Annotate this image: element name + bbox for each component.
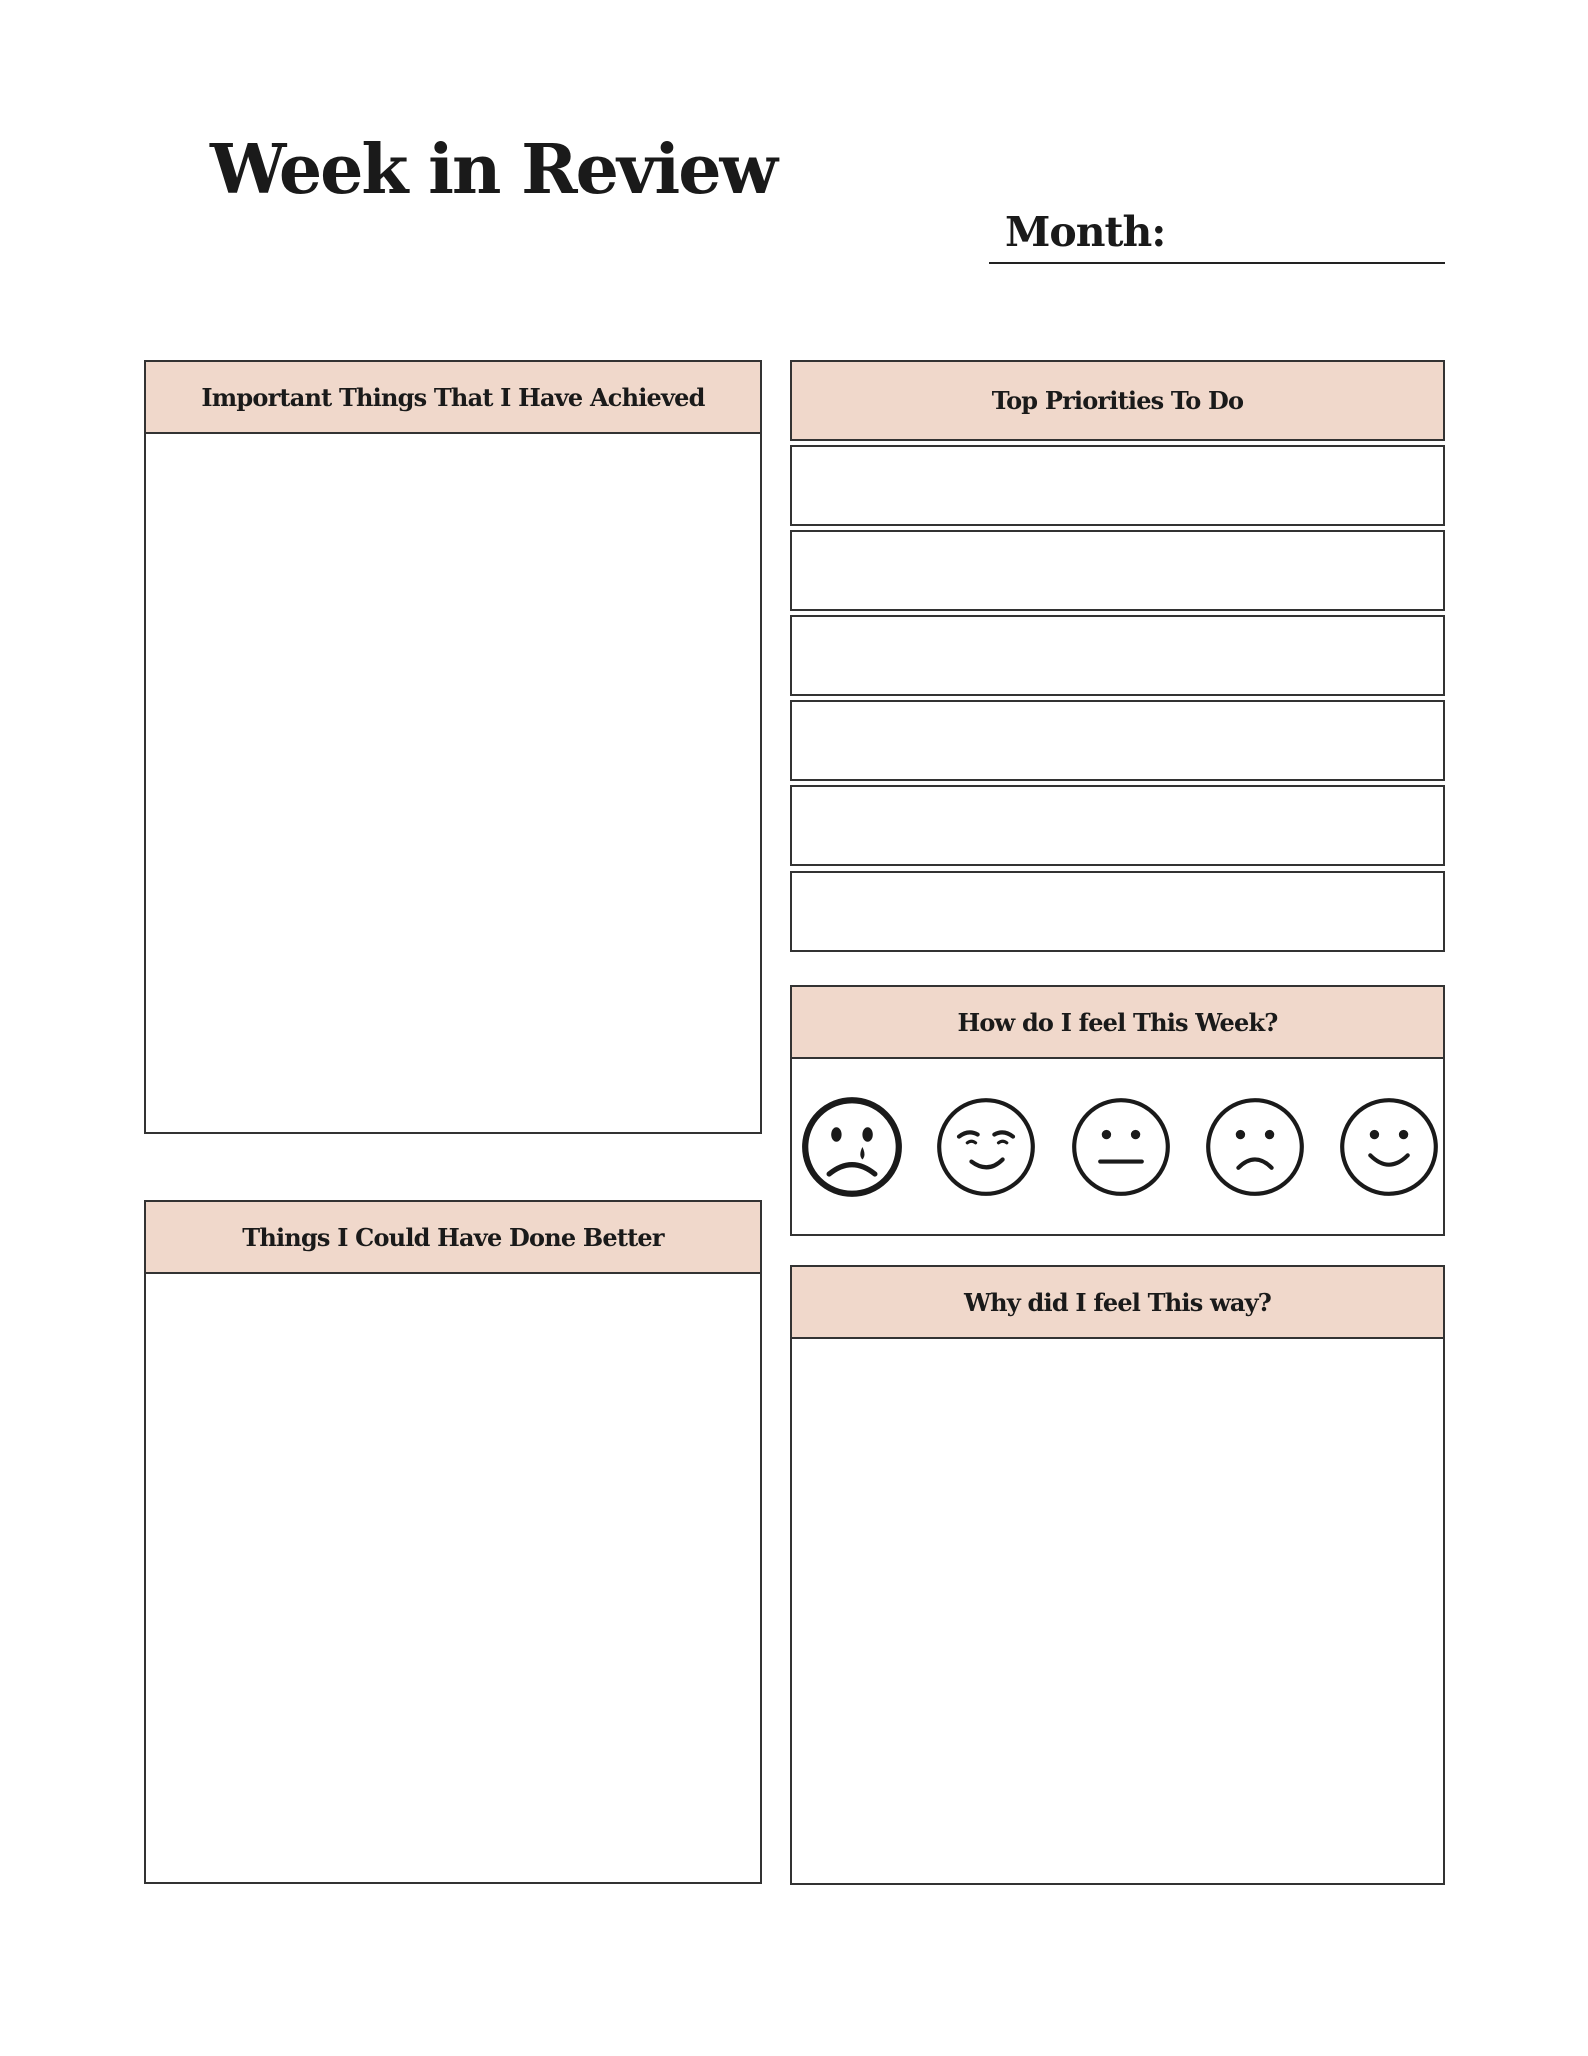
why-writing-area[interactable] xyxy=(792,1339,1443,1883)
smiling-face-icon[interactable] xyxy=(1337,1095,1441,1199)
feelings-panel xyxy=(790,985,1445,1236)
neutral-face-icon[interactable] xyxy=(1069,1095,1173,1199)
crying-face-icon[interactable] xyxy=(800,1095,904,1199)
achieved-panel xyxy=(144,360,762,1134)
frowning-face-icon[interactable] xyxy=(1203,1095,1307,1199)
priority-row[interactable] xyxy=(790,615,1445,696)
priorities-panel xyxy=(790,360,1445,441)
smirking-face-icon[interactable] xyxy=(934,1095,1038,1199)
priority-row[interactable] xyxy=(790,700,1445,781)
priorities-header: Top Priorities To Do xyxy=(792,362,1443,439)
better-header: Things I Could Have Done Better xyxy=(146,1202,760,1274)
better-panel xyxy=(144,1200,762,1884)
month-input-line[interactable] xyxy=(989,262,1445,264)
mood-options xyxy=(792,1059,1443,1234)
achieved-header: Important Things That I Have Achieved xyxy=(146,362,760,434)
priority-row[interactable] xyxy=(790,530,1445,611)
priority-row[interactable] xyxy=(790,871,1445,952)
feelings-header: How do I feel This Week? xyxy=(792,987,1443,1059)
month-label: Month: xyxy=(1005,208,1166,256)
priority-row[interactable] xyxy=(790,445,1445,526)
achieved-writing-area[interactable] xyxy=(146,434,760,1132)
why-header: Why did I feel This way? xyxy=(792,1267,1443,1339)
better-writing-area[interactable] xyxy=(146,1274,760,1882)
priority-row[interactable] xyxy=(790,785,1445,866)
why-panel xyxy=(790,1265,1445,1885)
page-title: Week in Review xyxy=(210,130,777,210)
